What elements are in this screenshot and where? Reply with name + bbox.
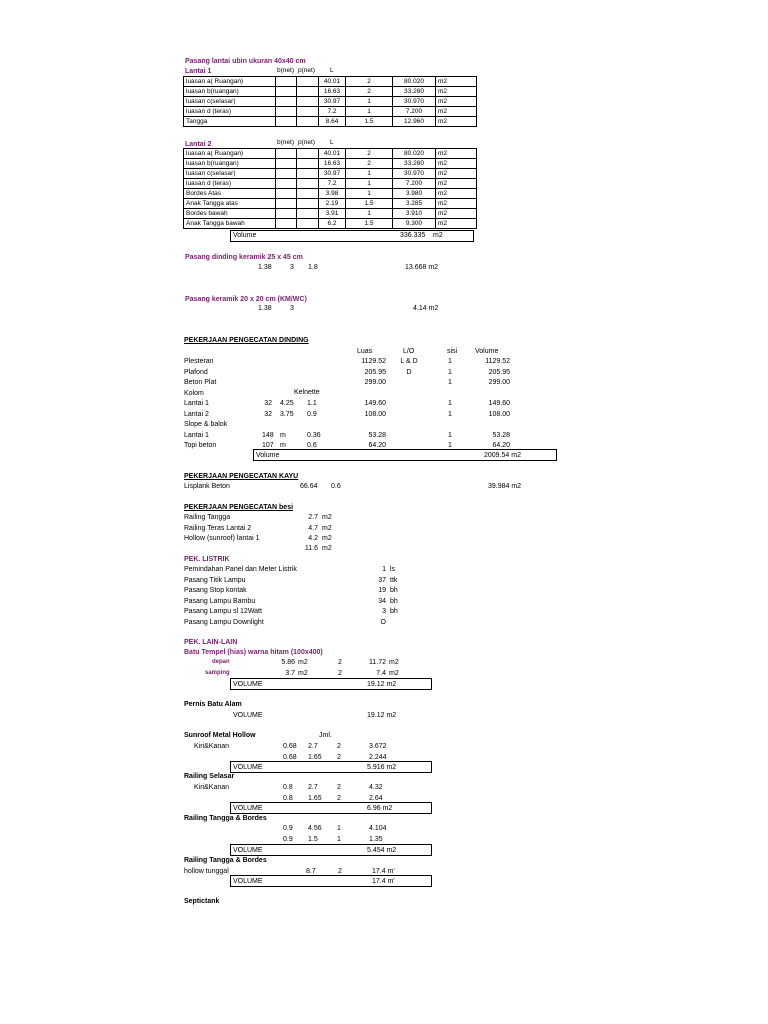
lantai1-table [183,76,477,127]
row-value: 3.980 [393,189,436,199]
row-n: 2 [346,159,393,169]
lantai1-label: Lantai 1 [185,68,212,75]
listrik-row-name: Pasang Lampu Downlight [184,618,264,626]
row-l: 30.97 [319,97,346,107]
row-unit: m2 [436,117,477,127]
row-p [297,77,319,87]
tangga2-total: 17.4 m' [372,868,395,875]
lantai2-table [183,148,477,229]
pernis-volume-value: 19.12 m2 [367,712,397,719]
listrik-row-unit: ttk [390,576,398,584]
batu-row-unit: m2 [298,670,308,677]
table-row [184,199,477,209]
lantai2-volume-unit: m2 [433,232,443,239]
cat-row-sisi: 1 [448,400,452,407]
row-name: Bordes Atas [184,189,276,199]
row-unit: m2 [436,219,477,229]
row-l: 16.63 [319,87,346,97]
row-l: 30.97 [319,169,346,179]
cat-row-a: 107 [262,442,274,449]
row-unit: m2 [436,169,477,179]
sunroof-title: Sunroof Metal Hollow [184,732,256,739]
cat-header-luas: Luas [357,348,373,355]
l1-header-b: b(net) [277,67,294,74]
cat-row-luas: 149.60 [364,400,386,407]
lain-title: PEK. LAIN-LAIN [184,639,238,646]
row-p [297,97,319,107]
cat-dinding-volume-label: Volume [256,452,280,459]
selasar-row-n: 2 [337,784,341,791]
tangga-title: Railing Tangga & Bordes [184,815,267,822]
besi-row-value: 2.7 [308,514,318,521]
row-name: luasan c(selasar) [184,169,276,179]
row-value: 3.910 [393,209,436,219]
sunroof-sub: Kiri&Kanan [194,743,230,750]
batu-volume-label: VOLUME [233,681,263,688]
row-n: 1 [346,107,393,117]
row-value: 33.260 [393,87,436,97]
tangga-row-b: 4.56 [308,825,322,832]
row-value: 12.960 [393,117,436,127]
selasar-row-a: 0.8 [283,784,293,791]
row-l: 40.01 [319,149,346,159]
cat-row-b: 4.25 [280,400,294,407]
row-n: 1 [346,179,393,189]
cat-row-sisi: 1 [448,358,452,365]
listrik-row-value: 19 [378,587,386,594]
sunroof-row-n: 2 [337,743,341,750]
tangga-row-b: 1.5 [308,835,318,843]
row-unit: m2 [436,209,477,219]
row-unit: m2 [436,97,477,107]
listrik-row-value: 34 [378,597,386,605]
row-n: 1 [346,189,393,199]
row-unit: m2 [436,179,477,189]
row-unit: m2 [436,149,477,159]
tangga2-title: Railing Tangga & Bordes [184,857,267,864]
batu-row-total-unit: m2 [389,659,399,666]
tangga2-a: 8.7 [306,868,316,875]
tangga-row-a: 0.9 [283,825,293,832]
table-row [184,219,477,229]
l2-header-b: b(net) [277,139,294,146]
batu-row-value: 5.86 [281,659,295,666]
sunroof-row-b: 2.7 [308,743,318,750]
listrik-row-value: 3 [382,608,386,615]
sunroof-volume-label: VOLUME [233,764,263,771]
row-p [297,189,319,199]
row-value: 7.200 [393,107,436,117]
l1-header-l: L [330,67,334,74]
row-p [297,87,319,97]
cat-besi-title: PEKERJAAN PENGECATAN besi [184,504,294,511]
cat-kayu-title: PEKERJAAN PENGECATAN KAYU [184,473,299,480]
row-l: 40.01 [319,77,346,87]
besi-row-unit: m2 [322,535,332,542]
table-row [184,179,477,189]
row-name: Bordes bawah [184,209,276,219]
row-unit: m2 [436,199,477,209]
selasar-volume-value: 6.96 m2 [367,805,393,812]
table-row [184,87,477,97]
row-b [276,107,297,117]
tangga2-sub: hollow tunggal [184,868,229,875]
cat-row-a: 148 [262,431,274,439]
cat-dinding-title: PEKERJAAN PENGECATAN DINDING [184,337,309,344]
row-b [276,209,297,219]
row-p [297,117,319,127]
row-b [276,179,297,189]
cat-row-luas: 1129.52 [361,358,386,365]
table-row [184,107,477,117]
batu-title: Batu Tempel (hias) warna hitam (100x400) [184,649,323,656]
lantai2-volume-label: Volume [233,232,257,239]
cat-row-b: m [280,431,286,439]
selasar-row-total: 2.64 [369,794,383,802]
batu-volume-value: 19.12 m2 [367,681,397,688]
table-row [184,169,477,179]
cat-row-c: 0.36 [307,431,321,439]
cat-row-vol: 205.95 [488,368,510,376]
row-b [276,219,297,229]
lantai2-volume-value: 336.335 [400,232,426,239]
cat-kayu-total: 39.984 m2 [488,483,522,490]
cat-row-name: Lantai 1 [184,400,209,407]
tangga-row-total: 1.35 [369,835,383,843]
cat-row-c: 0.9 [307,410,317,418]
row-n: 1.5 [346,199,393,209]
table-row [184,159,477,169]
cat-row-sisi: 1 [448,379,452,386]
cat-row-luas: 108.00 [364,410,386,418]
cat-row-a: 32 [264,400,272,407]
besi-row-value: 4.2 [308,535,318,542]
row-name: luasan d (teras) [184,107,276,117]
row-n: 2 [346,77,393,87]
cat-row-sisi: 1 [448,442,452,449]
table-row [184,77,477,87]
batu-row-name: samping [205,670,230,676]
row-name: Anak Tangga bawah [184,219,276,229]
selasar-sub: Kiri&Kanan [194,784,230,791]
cat-row-name: Topi beton [184,442,217,449]
listrik-row-value: O [380,618,386,626]
selasar-row-total: 4.32 [369,784,383,791]
row-n: 1 [346,97,393,107]
row-p [297,107,319,117]
cat-row-vol: 1129.52 [485,358,510,365]
row-name: Anak Tangga atas [184,199,276,209]
row-value: 3.285 [393,199,436,209]
tangga2-volume-label: VOLUME [233,878,263,885]
row-value: 30.970 [393,97,436,107]
batu-row-n: 2 [338,659,342,666]
cat-row-sisi: 1 [448,431,452,439]
table-row [184,209,477,219]
l2-header-l: L [330,139,334,146]
besi-row-name: Hollow (sunroof) lantai 1 [184,535,260,542]
l2-header-p: p(net) [298,139,315,146]
row-n: 2 [346,149,393,159]
dinding-a: 1.38 [258,264,272,271]
listrik-title: PEK. LISTRIK [184,556,230,563]
sunroof-jml: Jml. [319,732,332,739]
row-l: 3.91 [319,209,346,219]
row-l: 7.2 [319,107,346,117]
cat-row-vol: 108.00 [488,410,510,418]
row-value: 7.200 [393,179,436,189]
row-unit: m2 [436,87,477,97]
row-p [297,149,319,159]
selasar-volume-label: VOLUME [233,805,263,812]
row-b [276,149,297,159]
tangga-volume-value: 5.454 m2 [367,847,397,854]
cat-row-lo: D [406,368,412,376]
dinding-total: 13.668 m2 [405,264,439,271]
cat-header-sisi: sisi [447,348,458,355]
table-row [184,189,477,199]
listrik-row-name: Pasang Titik Lampu [184,576,246,584]
cat-row-vol: 149.60 [488,400,510,407]
row-name: luasan a( Ruangan) [184,149,276,159]
selasar-row-b: 2.7 [308,784,318,791]
cat-row-b: 3.75 [280,410,294,418]
cat-row-lo: L & D [400,358,418,365]
keramik-total: 4.14 m2 [413,305,439,312]
besi-row-name: Railing Teras Lantai 2 [184,524,252,532]
cat-row-a: 32 [264,410,272,418]
row-l: 2.19 [319,199,346,209]
listrik-row-unit: bh [390,608,398,615]
row-l: 16.63 [319,159,346,169]
dinding-b: 3 [290,264,294,271]
tangga-row-total: 4.104 [369,825,387,832]
sunroof-row-total: 3.672 [369,743,387,750]
row-b [276,87,297,97]
row-b [276,77,297,87]
selasar-row-n: 2 [337,794,341,802]
row-p [297,199,319,209]
tangga2-n: 2 [338,868,342,875]
row-value: 33.260 [393,159,436,169]
cat-besi-total: 11.6 [304,545,318,552]
cat-row-c: 0.6 [307,442,317,449]
row-unit: m2 [436,77,477,87]
cat-row-name: Slope & balok [184,421,228,428]
listrik-row-unit: ls [390,566,396,573]
sunroof-row-n: 2 [337,753,341,761]
cat-kayu-a: 66.64 [300,483,318,490]
row-value: 80.020 [393,77,436,87]
row-p [297,219,319,229]
cat-row-luas: 64.20 [368,442,386,449]
cat-row-luas: 299.00 [364,379,386,386]
row-b [276,159,297,169]
row-value: 9.300 [393,219,436,229]
row-l: 3.98 [319,189,346,199]
septic-title: Septictank [184,898,220,905]
row-unit: m2 [436,159,477,169]
listrik-row-value: 37 [378,576,386,584]
keramik-title: Pasang keramik 20 x 20 cm (KM/WC) [185,296,307,303]
tangga-row-a: 0.9 [283,835,293,843]
cat-row-vol: 53.28 [492,431,510,439]
cat-row-sisi: 1 [448,368,452,376]
table-row [184,117,477,127]
lantai-title: Pasang lantai ubin ukuran 40x40 cm [185,58,306,65]
sunroof-row-a: 0.68 [283,753,297,761]
row-name: luasan a( Ruangan) [184,77,276,87]
listrik-row-name: Pemindahan Panel dan Meter Listrik [184,566,297,573]
row-n: 1 [346,209,393,219]
selasar-row-a: 0.8 [283,794,293,802]
cat-besi-total-unit: m2 [322,545,332,552]
dinding-title: Pasang dinding keramik 25 x 45 cm [185,254,303,261]
keramik-b: 3 [290,305,294,312]
row-b [276,97,297,107]
besi-row-unit: m2 [322,514,332,521]
listrik-row-value: 1 [382,566,386,573]
cat-row-luas: 205.95 [364,368,386,376]
sunroof-row-total: 2.244 [369,753,387,761]
lantai2-label: Lantai 2 [185,141,212,148]
cat-header-lo: L/O [403,348,415,355]
tangga-row-n: 1 [337,825,341,832]
row-p [297,159,319,169]
row-p [297,169,319,179]
besi-row-value: 4.7 [308,524,318,532]
row-name: luasan c(selasar) [184,97,276,107]
row-l: 8.64 [319,117,346,127]
cat-row-name: Plafond [184,368,208,376]
selasar-title: Railing Selasar [184,773,235,780]
row-value: 80.020 [393,149,436,159]
selasar-row-b: 1.65 [308,794,322,802]
row-name: luasan b(ruangan) [184,87,276,97]
listrik-row-name: Pasang Stop kontak [184,587,247,594]
row-name: luasan d (teras) [184,179,276,189]
dinding-c: 1.8 [308,264,318,271]
row-l: 7.2 [319,179,346,189]
cat-kayu-name: Lisplank Beton [184,483,230,490]
row-b [276,169,297,179]
batu-row-total: 11.72 [369,659,386,666]
sunroof-row-b: 1.65 [308,753,322,761]
listrik-row-name: Pasang Lampu Bambu [184,597,256,605]
cat-dinding-volume-value: 2009.54 m2 [484,452,521,459]
cat-row-c: 1.1 [307,400,317,407]
cat-row-name: Kolom [184,389,204,397]
tangga-volume-label: VOLUME [233,847,263,854]
cat-header-volume: Volume [475,348,499,355]
batu-row-total-unit: m2 [389,670,399,677]
batu-row-value: 3.7 [285,670,295,677]
row-p [297,179,319,189]
cat-row-sisi: 1 [448,410,452,418]
row-n: 1.5 [346,117,393,127]
row-b [276,189,297,199]
row-b [276,117,297,127]
tangga2-volume-value: 17.4 m' [372,878,395,885]
batu-row-total: 7.4 [376,670,386,677]
row-p [297,209,319,219]
row-n: 2 [346,87,393,97]
tangga-row-n: 1 [337,835,341,843]
l1-header-p: p(net) [298,67,315,74]
pernis-volume-label: VOLUME [233,712,263,719]
table-row [184,97,477,107]
cat-kayu-b: 0.6 [331,483,341,490]
row-unit: m2 [436,189,477,199]
row-b [276,199,297,209]
batu-row-name: depan [212,659,230,665]
listrik-row-unit: bh [390,587,398,594]
cat-row-name: Lantai 2 [184,410,209,418]
listrik-row-unit: bh [390,597,398,605]
cat-row-vol: 64.20 [492,442,510,449]
cat-row-name: Lantai 1 [184,431,209,439]
row-unit: m2 [436,107,477,117]
row-n: 1 [346,169,393,179]
row-name: luasan b(ruangan) [184,159,276,169]
cat-row-name: Beton Plat [184,379,217,386]
besi-row-unit: m2 [322,524,332,532]
cat-row-name: Plesteran [184,358,214,365]
table-row [184,149,477,159]
row-name: Tangga [184,117,276,127]
listrik-row-name: Pasang Lampu sl 12Watt [184,608,262,615]
row-n: 1.5 [346,219,393,229]
batu-row-n: 2 [338,670,342,677]
sunroof-volume-value: 5.916 m2 [367,764,397,771]
besi-row-name: Railing Tangga [184,514,231,521]
cat-row-luas: 53.28 [368,431,386,439]
row-l: 6.2 [319,219,346,229]
pernis-title: Pernis Batu Alam [184,701,242,708]
keramik-a: 1.38 [258,305,272,312]
sunroof-row-a: 0.68 [283,743,297,750]
cat-kelnette: Kelnette [294,389,320,396]
cat-row-vol: 299.00 [488,379,510,386]
cat-row-b: m [280,442,286,449]
row-value: 30.970 [393,169,436,179]
batu-row-unit: m2 [298,659,308,666]
